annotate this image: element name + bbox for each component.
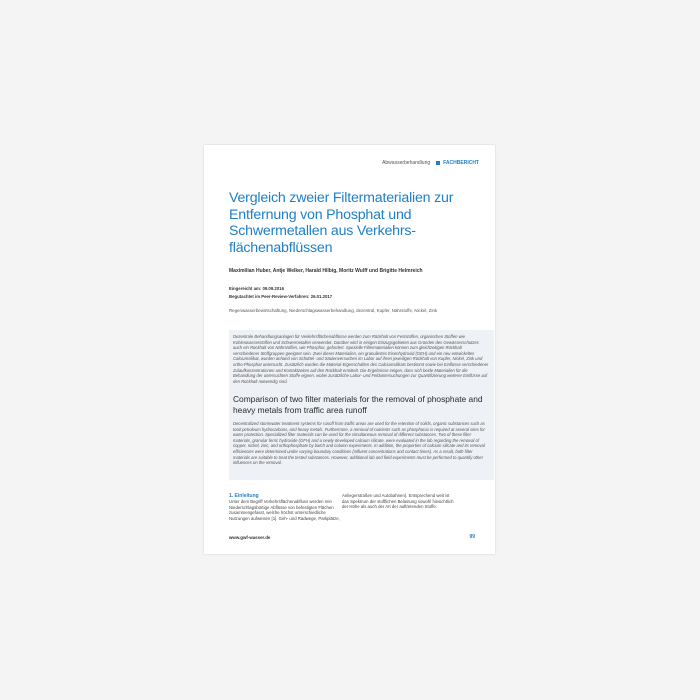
author-list: Maximilian Huber, Antje Welker, Harald Hilbig, Moritz Wulff und Brigitte Helmreich — [229, 268, 423, 274]
square-bullet-icon — [436, 161, 440, 165]
english-title: Comparison of two filter materials for the removal of phosphate and heavy metals from traffic area runoff — [233, 394, 483, 415]
footer-url[interactable]: www.gwf-wasser.de — [229, 535, 271, 540]
page-number: 99 — [469, 534, 475, 540]
reviewed-date: 26.01.2017 — [310, 294, 333, 299]
article-page — [204, 145, 495, 554]
header-bar — [382, 160, 479, 166]
reviewed-label: Begutachtet im Peer-Review-Verfahren: — [229, 294, 310, 299]
submission-dates — [229, 285, 332, 301]
intro-column-left — [229, 493, 341, 521]
intro-column-middle — [342, 493, 454, 510]
keywords: Regenwasserbewirtschaftung, Niederschlagswasserbehandlung, dezentral, Kupfer, Nährstoffe, Nickel, Zink — [229, 308, 438, 313]
received-label: Eingereicht am: — [229, 286, 262, 291]
received-line — [229, 285, 332, 293]
abstract-german: Dezentrale Behandlungsanlagen für Verkehrsflächenabflüsse werden zum Rückhalt von Feststoffen, organischen Stoffen wie Kohlenwasserstoffen und Schwermetallen verwendet. Darüber wird in einigen Einzugsgebieten aus Gründen des Gewässerschutzes auch ein Rückhalt von Nährstoffen, wie Phosphor, gefordert. Spezielle Filtermaterialien können zum gleichzeitigen Rückhalt verschiedener Stoffgruppen geeignet sein. Zwei dieser Materialien, ein granuliertes Eisenhydroxid (GEH) und ein neu entwickeltes Calciumsilikat, wurden anhand von Schüttel- und Säulenversuchen im Labor auf ihren jeweiligen Rückhalt von Kupfer, Nickel, Zink und ortho-Phosphat untersucht. Zusätzlich wurden die Material-Eigenschaften des Calciumsilikats bestimmt sowie bei Einflüsse verschiedener Zulaufkonzentrationen und Kontaktzeiten auf den Rückhalt ermittelt. Die Ergebnisse zeigen, dass sich beide Materialien für die Behandlung der untersuchten Stoffe eignen, wobei zusätzliche Labor- und Felduntersuchungen zur Quantifizierung weiterer Einflüsse auf den Rückhalt notwendig sind. — [233, 334, 489, 384]
reviewed-line — [229, 293, 332, 301]
received-date: 09.09.2016 — [262, 286, 284, 291]
intro-text-col2: Anliegerstraßen und Autobahnen). Entsprechend weit ist das Spektrum der stofflichen Belastung sowohl hinsichtlich der Höhe als auch der Art der auftretenden Stoffe. — [342, 493, 454, 510]
intro-text-col1: Unter dem Begriff Verkehrsflächenabfluss werden rein Niederschlagsbürtige Abflüsse von befestigten Flächen zusammengefasst, welche höchst unterschiedliche Nutzungen aufweisen [1]. Geh- und Radwege, Parkplätze, — [229, 499, 340, 521]
section-heading: 1. Einleitung — [229, 493, 259, 499]
article-title: Vergleich zweier Filtermaterialien zur Entfernung von Phosphat und Schwermetallen aus Verkehrs-flächenabflüssen — [229, 190, 454, 256]
abstract-english: Decentralized stormwater treatment systems for runoff from traffic areas are used for the retention of solids, organic substances such as total petroleum hydrocarbons, and heavy metals. Furthermore, a removal of nutrients such as phosphorus is required at several sites for water protection. Specialized filter materials can be used for the simultaneous removal of different substances. Two of these filter materials, granular ferric hydroxide (GFH) and a newly developed calcium silicate, were evaluated in the lab regarding the removal of copper, nickel, zinc, and orthophosphate by batch and column experiments. In addition, the properties of calcium silicate and its removal efficiencies were determined under varying boundary conditions (influent concentrations and contact times). As a result, both filter materials are suitable to treat the tested substances. However, additional lab and field experiments must be performed to quantify other influences on the removal. — [233, 421, 485, 466]
section-label: Abwasserbehandlung — [382, 160, 431, 166]
abstract-box — [229, 330, 494, 480]
category-label: FACHBERICHT — [443, 160, 479, 166]
